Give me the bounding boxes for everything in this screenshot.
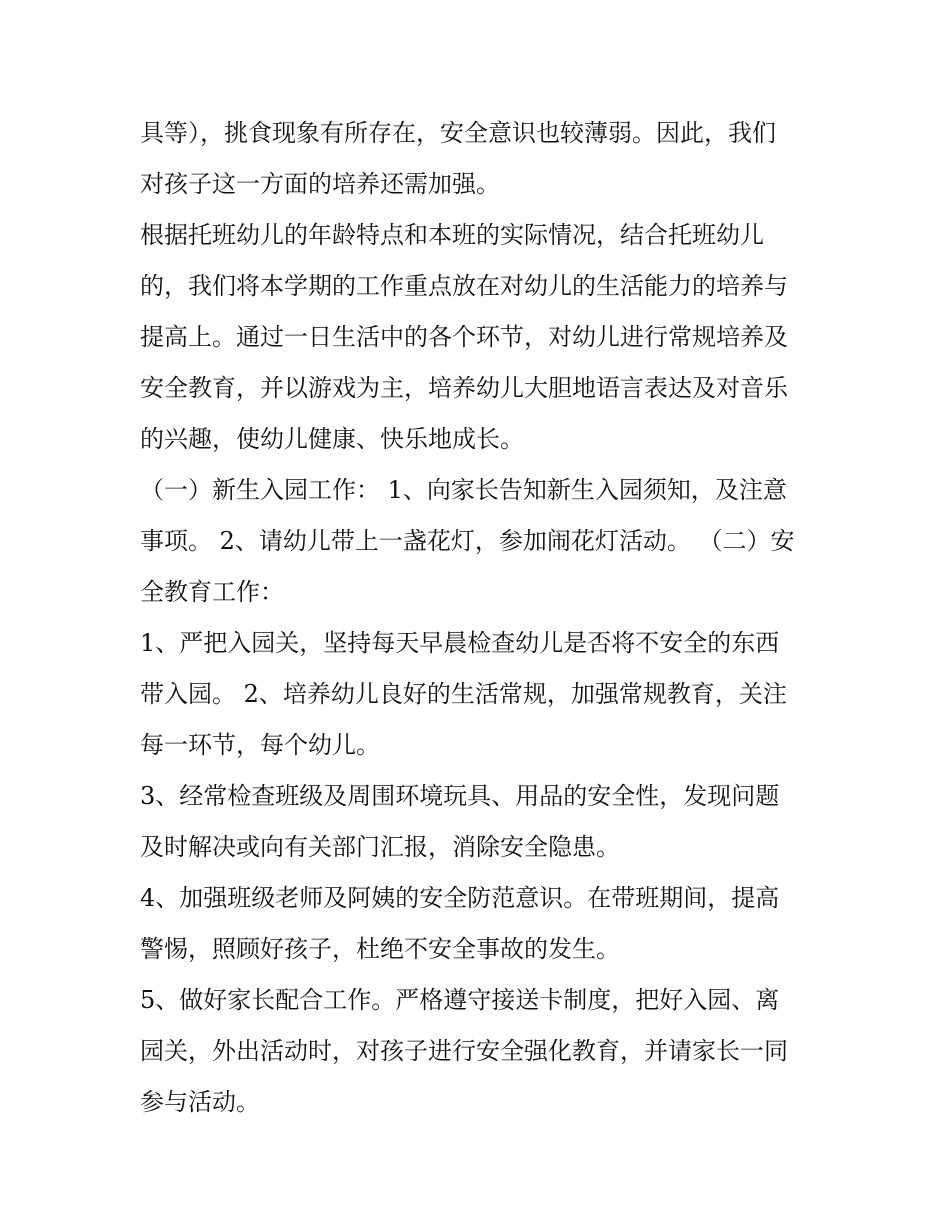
text-line: 1、严把入园关，坚持每天早晨检查幼儿是否将不安全的东西 (140, 629, 780, 657)
text-line: （一）新生入园工作： 1、向家长告知新生入园须知，及注意 (140, 476, 787, 504)
text-line: 具等），挑食现象有所存在，安全意识也较薄弱。因此，我们 (140, 119, 776, 147)
text-line: 4、加强班级老师及阿姨的安全防范意识。在带班期间，提高 (140, 884, 780, 912)
text-line: 全教育工作： (140, 578, 284, 606)
text-line: 的兴趣，使幼儿健康、快乐地成长。 (140, 425, 524, 453)
text-line: 参与活动。 (140, 1088, 260, 1116)
text-line: 的，我们将本学期的工作重点放在对幼儿的生活能力的培养与 (140, 272, 788, 300)
text-line: 3、经常检查班级及周围环境玩具、用品的安全性，发现问题 (140, 782, 780, 810)
text-line: 及时解决或向有关部门汇报，消除安全隐患。 (140, 833, 620, 861)
text-line: 对孩子这一方面的培养还需加强。 (140, 170, 500, 198)
text-line: 5、做好家长配合工作。严格遵守接送卡制度，把好入园、离 (140, 986, 780, 1014)
text-line: 提高上。通过一日生活中的各个环节，对幼儿进行常规培养及 (140, 323, 788, 351)
text-line: 带入园。 2、培养幼儿良好的生活常规，加强常规教育，关注 (140, 680, 787, 708)
text-line: 园关，外出活动时，对孩子进行安全强化教育，并请家长一同 (140, 1037, 788, 1065)
document-body (140, 108, 820, 1128)
text-line: 根据托班幼儿的年龄特点和本班的实际情况，结合托班幼儿 (140, 221, 764, 249)
text-line: 事项。 2、请幼儿带上一盏花灯，参加闹花灯活动。 （二）安 (140, 527, 795, 555)
text-line: 安全教育，并以游戏为主，培养幼儿大胆地语言表达及对音乐 (140, 374, 788, 402)
text-line: 警惕，照顾好孩子，杜绝不安全事故的发生。 (140, 935, 620, 963)
text-line: 每一环节，每个幼儿。 (140, 731, 380, 759)
